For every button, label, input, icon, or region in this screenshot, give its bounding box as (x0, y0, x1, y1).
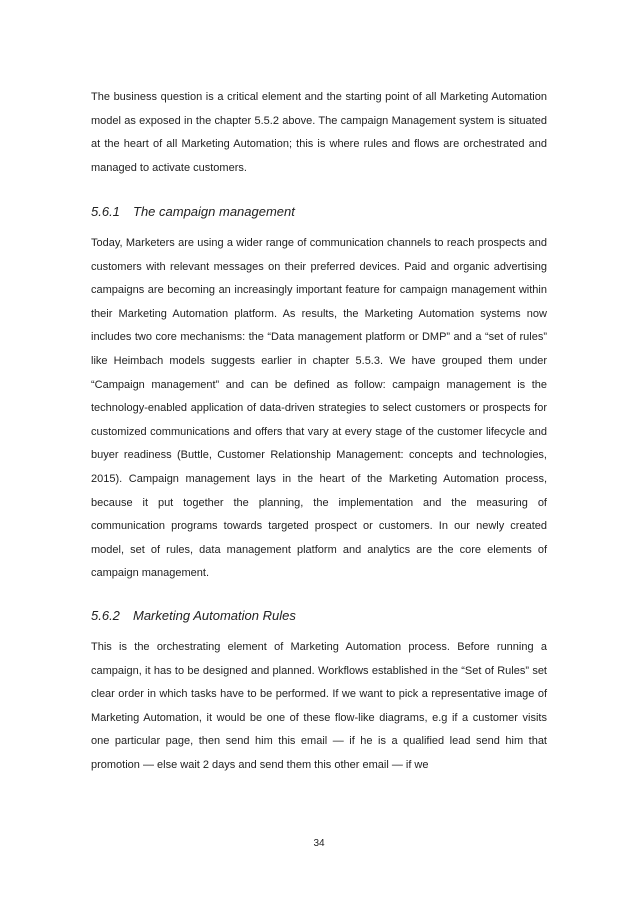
paragraph-automation-rules: This is the orchestrating element of Marketing Automation process. Before running a campaign, it has to be designed and planned. Workflows established in the “Set of Rules” set clear order in which tasks have to be performed. If we want to pick a representative image of Marketing Automation, it would be one of these flow-like diagrams, e.g if a customer visits one particular page, then send him this email — if he is a qualified lead send him that promotion — else wait 2 days and send them this other email — if we (91, 641, 547, 771)
paragraph-campaign-management: Today, Marketers are using a wider range of communication channels to reach prospects and customers with relevant messages on their preferred devices. Paid and organic advertising campaigns are becoming an increasingly important feature for campaign management within their Marketing Automation platform. As results, the Marketing Automation systems now includes two core mechanisms: the “Data management platform or DMP” and a “set of rules” like Heimbach models suggests earlier in chapter 5.5.3. We have grouped them under “Campaign management” and can be defined as follow: campaign management is the technology-enabled application of data-driven strategies to select customers or prospects for customized communications and offers that vary at every stage of the customer lifecycle and buyer readiness (Buttle, Customer Relationship Management: concepts and technologies, 2015). Campaign management lays in the heart of the Marketing Automation process, because it put together the planning, the implementation and the measuring of communication programs towards targeted prospect or customers. In our newly created model, set of rules, data management platform and analytics are the core elements of campaign management. (91, 237, 547, 580)
paragraph-intro: The business question is a critical element and the starting point of all Marketing Automation model as exposed in the chapter 5.5.2 above. The campaign Management system is situated at the heart of all Marketing Automation; this is where rules and flows are orchestrated and managed to activate customers. (91, 91, 547, 174)
section-number: 5.6.1 (91, 204, 120, 219)
section-title: Marketing Automation Rules (133, 608, 296, 623)
section-heading-5-6-1 (91, 204, 295, 219)
section-title: The campaign management (133, 204, 295, 219)
section-number: 5.6.2 (91, 608, 120, 623)
section-heading-5-6-2 (91, 608, 296, 623)
page-number: 34 (313, 838, 325, 849)
